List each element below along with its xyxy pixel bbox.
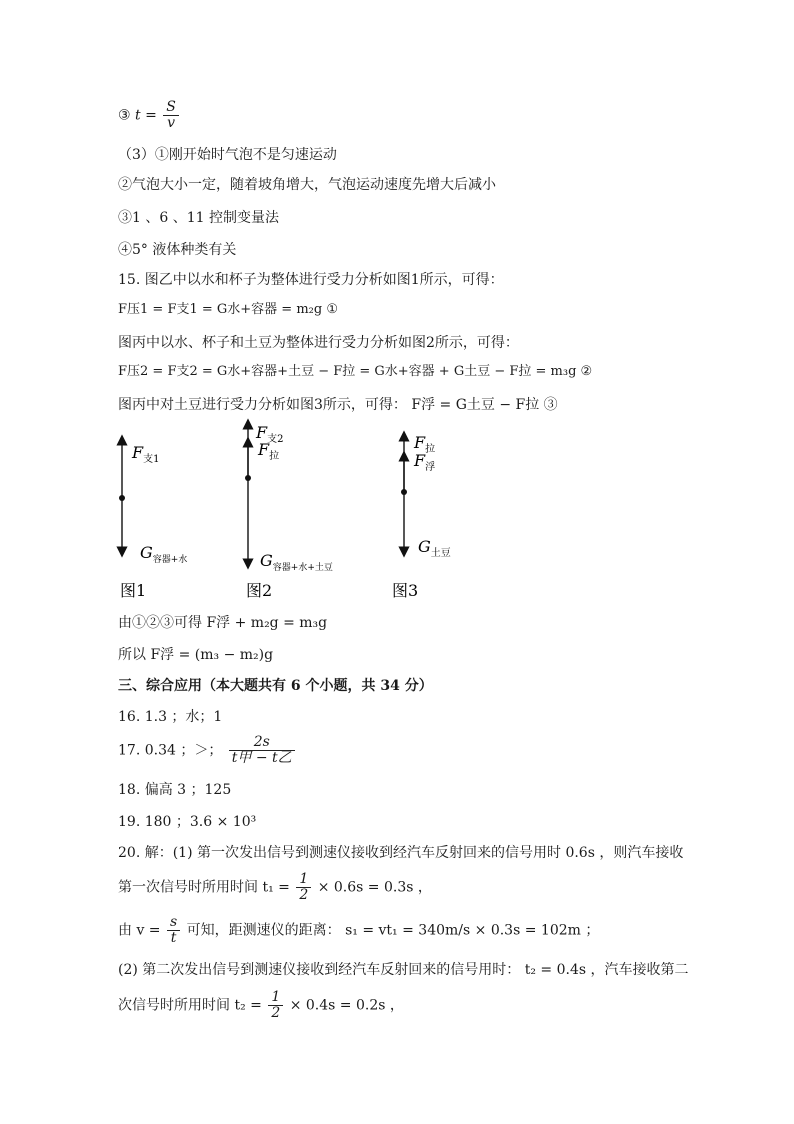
denominator: v (167, 115, 176, 131)
fig3-label-up-1: $F_拉$ (414, 433, 436, 455)
q3-line-1: （3）①刚开始时气泡不是匀速运动 (118, 147, 337, 163)
fig1-label-up: $F_{支1}$ (132, 443, 160, 465)
formula-lhs: t = (135, 107, 157, 124)
fig1-caption: 图1 (120, 581, 147, 600)
fraction-s-over-v (163, 100, 179, 131)
numerator: s (167, 915, 180, 931)
numerator: 1 (296, 872, 311, 888)
formula-t-equals-s-over-v (118, 100, 181, 131)
q18-answer: 18. 偏高 3 ；125 (118, 782, 232, 798)
q20-line-5-suffix: × 0.4s = 0.2s ， (289, 997, 404, 1014)
fig3-label-up-2: $F_浮$ (414, 451, 436, 473)
q3-line-3: ③1 、6 、11 控制变量法 (118, 210, 279, 226)
q17-numerator: 2s (229, 735, 295, 751)
figure-2-diagram (245, 423, 333, 600)
section-title: 三、综合应用（本大题共有 6 个小题，共 34 分） (118, 678, 433, 694)
q15-text-3: 图丙中对土豆进行受力分析如图3所示，可得： F浮 = G土豆 − F拉 ③ (118, 397, 558, 413)
denominator: t (170, 930, 177, 946)
q3-line-2: ②气泡大小一定，随着坡角增大，气泡运动速度先增大后减小 (118, 177, 496, 193)
q17-answer (118, 735, 297, 766)
fig3-caption: 图3 (392, 581, 419, 600)
q19-answer: 19. 180 ；3.6 × 10³ (118, 814, 257, 830)
denominator: 2 (271, 1005, 281, 1021)
q20-line-3 (118, 915, 599, 946)
numerator: 1 (268, 990, 283, 1006)
figure-1-diagram (119, 440, 187, 600)
q15-equation-2: F压2 = F支2 = G水+容器+土豆 − F拉 = G水+容器 + G土豆 − F拉 = m₃g ② (118, 364, 593, 379)
q17-denominator: t甲 − t乙 (231, 750, 292, 766)
q20-line-3-prefix: 由 v = (118, 922, 161, 939)
q15-intro: 15. 图乙中以水和杯子为整体进行受力分析如图1所示，可得： (118, 272, 504, 288)
q17-prefix: 17. 0.34 ；＞； (118, 742, 223, 759)
q20-line-2-suffix: × 0.6s = 0.3s ， (317, 879, 432, 896)
force-diagrams (100, 418, 480, 608)
fig2-label-down: $G_{容器+水+土豆}$ (260, 551, 333, 573)
q15-conclusion-1: 由①②③可得 F浮 + m₂g = m₃g (118, 615, 328, 631)
q20-line-2-prefix: 第一次信号时所用时间 t₁ = (118, 879, 290, 896)
fig2-caption: 图2 (246, 581, 273, 600)
denominator: 2 (299, 887, 309, 903)
figure-3-diagram (392, 433, 451, 600)
q16-answer: 16. 1.3 ；水；1 (118, 709, 223, 725)
q20-line-2 (118, 872, 432, 903)
q3-line-4: ④5° 液体种类有关 (118, 242, 237, 258)
q20-line-3-suffix: 可知，距测速仪的距离： s₁ = vt₁ = 340m/s × 0.3s = 102m ； (186, 922, 600, 939)
q15-text-2: 图丙中以水、杯子和土豆为整体进行受力分析如图2所示，可得： (118, 335, 519, 351)
q17-fraction (229, 735, 295, 766)
fig2-label-up-2: $F_拉$ (258, 440, 280, 462)
fig2-label-up-1: $F_{支2}$ (256, 423, 284, 445)
fig3-label-down: $G_{土豆}$ (418, 537, 451, 559)
q15-conclusion-2: 所以 F浮 = (m₃ − m₂)g (118, 647, 274, 663)
q20-line-5 (118, 990, 404, 1021)
fig2-point (245, 475, 251, 481)
q20-line-5-prefix: 次信号时所用时间 t₂ = (118, 997, 262, 1014)
q20-line-4: (2) 第二次发出信号到测速仪接收到经汽车反射回来的信号用时： t₂ = 0.4s ，汽车接收第二 (118, 962, 689, 978)
q15-equation-1: F压1 = F支1 = G水+容器 = m₂g ① (118, 302, 338, 317)
fig3-point (401, 489, 407, 495)
q20-v-fraction (167, 915, 180, 946)
q20-half-fraction-2 (268, 990, 283, 1021)
fig1-label-down: $G_{容器+水}$ (140, 543, 188, 565)
q20-line-1: 20. 解：(1) 第一次发出信号到测速仪接收到经汽车反射回来的信号用时 0.6s ，则汽车接收 (118, 845, 684, 861)
q20-half-fraction-1 (296, 872, 311, 903)
numerator: S (163, 100, 179, 116)
circled-3: ③ (118, 107, 131, 124)
fig1-point (119, 495, 125, 501)
